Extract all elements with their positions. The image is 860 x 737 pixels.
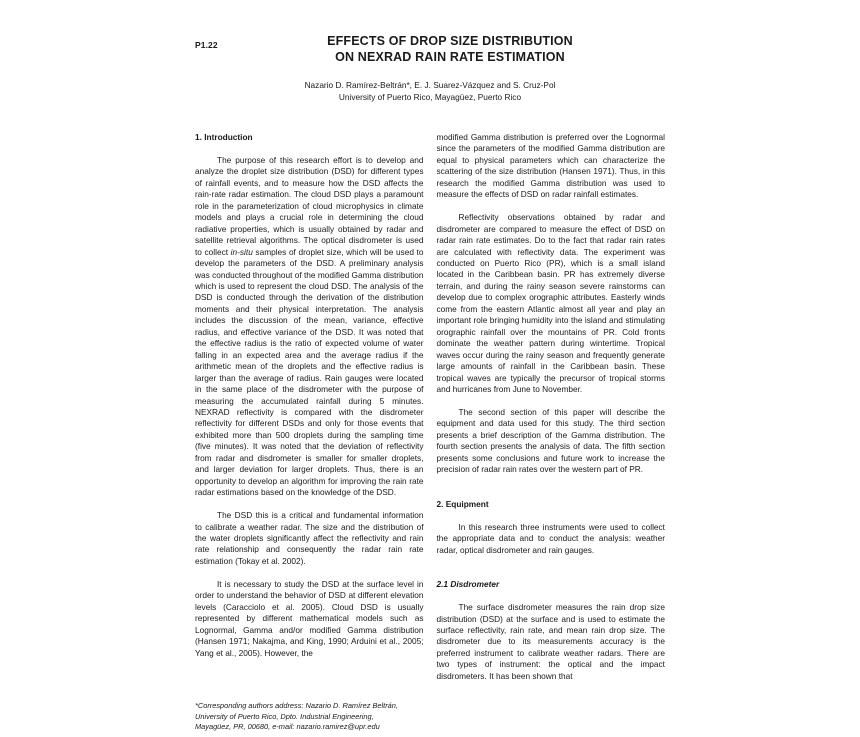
left-column (195, 132, 424, 732)
authors-list: Nazario D. Ramírez-Beltrán*, E. J. Suarez-Vázquez and S. Cruz-Pol (304, 80, 556, 90)
spacer (437, 395, 666, 407)
spacer (437, 476, 666, 499)
paragraph-right-3: The second section of this paper will describe the equipment and data used for this study. The third section presents a brief description of the Gamma distribution. The fourth section presents the analysis of data. The fifth section presents some conclusions and future work to increase the precision of radar rain rates over the western part of PR. (436, 406, 665, 475)
section-heading-equipment: 2. Equipment (436, 498, 489, 509)
body-columns (195, 132, 665, 732)
section-heading-introduction: 1. Introduction (195, 132, 253, 142)
paragraph-intro-1 (195, 155, 424, 499)
spacer (195, 499, 424, 511)
right-column (437, 132, 666, 732)
paragraph-intro-3: It is necessary to study the DSD at the surface level in order to understand the behavior of DSD at different elevation levels (Caracciolo et al. 2005). Cloud DSD is usually represented by different mathematical models such as Lognormal, Gamma and/or modified Gamma distribution (Hansen 1971; Nakajma, and King, 1990; Arduini et al., 2005; Yang et al., 2005). However, the (195, 578, 424, 658)
title-line-2: ON NEXRAD RAIN RATE ESTIMATION (335, 50, 565, 64)
paragraph-disdrometer-1: The surface disdrometer measures the rain drop size distribution (DSD) at the surface and is used to estimate the surface reflectivity, rain rate, and mean rain drop size. The disdrometer due to its measurements accuracy is the preferred instrument to calibrate weather radars. There are two types of instrument: the optical and the impact disdrometers. It has been shown that (436, 602, 665, 681)
paragraph-right-2: Reflectivity observations obtained by radar and disdrometer are compared to measure the effect of DSD on radar rain rate estimates. Do to the fact that radar rain rates are calculated with reflectivity data. The experiment was conducted on Puerto Rico (PR), which is a small island located in the Caribbean basin. PR has extremely diverse terrain, and during the rainy season severe rainstorms can develop due to complex orographic attributes. Easterly winds come from the eastern Atlantic almost all year and play an important role bringing humidity into the island and stimulating orographic rainfall over the mountains of PR. Cold fronts dominate the weather pattern during wintertime. Tropical waves occur during the rainy season and frequently generate large amounts of rainfall in the Caribbean basin. These tropical waves are typically the precursor of tropical storms and hurricanes from June to November. (436, 212, 665, 395)
footnote-line-2: University of Puerto Rico, Dpto. Industrial Engineering, (195, 711, 374, 721)
footnote-line-1: *Corresponding authors address: Nazario D. Ramírez Beltrán, (195, 701, 398, 711)
paragraph-intro-1-part-b: samples of droplet size, which will be used to develop the parameters of the DSD. A preliminary analysis was conducted throughout of the modified Gamma distribution which is used to represent the cloud DSD. The analysis of the DSD is conducted through the derivation of the distribution moments and their physical interpretation. The analysis includes the discussion of the mean, variance, effective radius, and effective variance of the DSD. It was noted that the effective radius is the ratio of expected volume of water falling in an expected area and the average radius if the arithmetic mean of the droplets and the effective radius is larger than the average of radius. Rain gauges were located in the same place of the disdrometer with the purpose of measuring the accumulated rainfall during 5 minutes. NEXRAD reflectivity is compared with the disdrometer reflectivity for different DSDs and only for those events that exhibited more than 500 droplets during the sampling time (five minutes). It was noted that the deviation of reflectivity from radar and disdrometer is smaller for smaller droplets, and larger deviation for larger droplets. Thus, there is an opportunity to develop an algorithm for improving the rain rate radar estimations based on the knowledge of the DSD. (195, 246, 424, 498)
title-line-1: EFFECTS OF DROP SIZE DISTRIBUTION (327, 34, 573, 48)
spacer (195, 144, 424, 156)
paragraph-intro-2: The DSD this is a critical and fundamental information to calibrate a weather radar. The size and the distribution of the water droplets significantly affect the reflectivity and rain rate relationship and consequently the radar rain rate estimation (Tokay et al. 2002). (195, 510, 424, 566)
paper-header (195, 33, 665, 102)
footnote-line-3: Mayagüez, PR, 00680, e-mail: nazario.ramirez@upr.edu (195, 721, 380, 731)
page-title (195, 33, 665, 65)
paragraph-intro-1-part-a: The purpose of this research effort is to develop and analyze the droplet size distribution (DSD) for different types of rainfall events, and to measure how the DSD affects the rain-rate radar estimation. The cloud DSD plays a paramount role in the parameterization of cloud microphysics in climate models and plays a crucial role in determining the cloud radiative properties, which is usually obtained by radar and satellite retrieval algorithms. The optical disdrometer is used to collect (195, 155, 424, 257)
affiliation: University of Puerto Rico, Mayagüez, Puerto Rico (338, 91, 522, 102)
paragraph-equipment-1: In this research three instruments were used to collect the appropriate data and to conduct the analysis: weather radar, optical disdrometer and rain gauges. (436, 521, 665, 555)
paper-id: P1.22 (195, 40, 218, 50)
paragraph-intro-1-italic: in-situ (230, 246, 253, 257)
spacer (195, 567, 424, 579)
spacer (437, 591, 666, 603)
paragraph-right-1: modified Gamma distribution is preferred over the Lognormal since the parameters of the modified Gamma distribution are equal to physical parameters which can characterize the scattering of the size distribution (Hansen 1971). Thus, in this research the modified Gamma distribution was used to measure the effects of DSD on radar rainfall estimates. (436, 132, 665, 200)
spacer (437, 510, 666, 522)
authors-block (195, 80, 665, 103)
spacer (437, 201, 666, 213)
subsection-heading-disdrometer: 2.1 Disdrometer (436, 579, 500, 590)
spacer (437, 556, 666, 579)
footnote (195, 701, 424, 732)
